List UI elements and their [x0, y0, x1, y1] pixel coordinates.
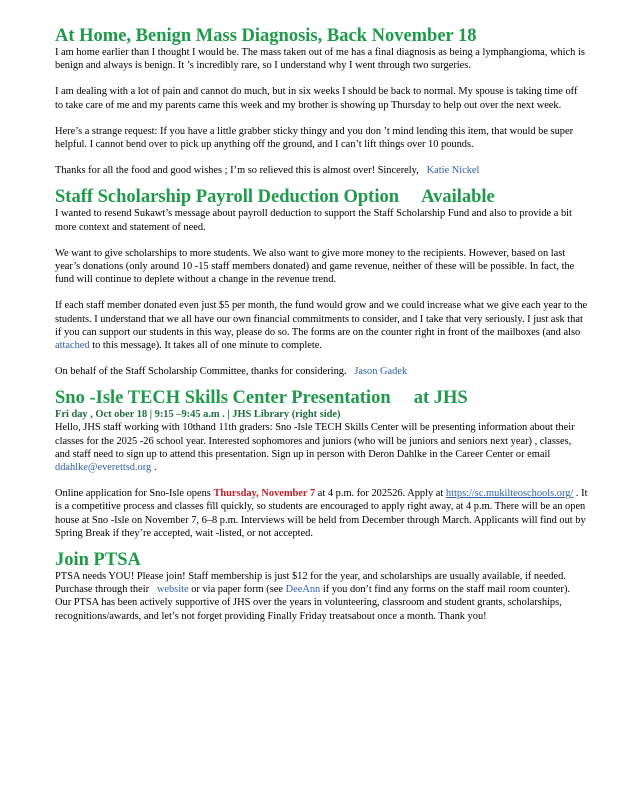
paragraph-text: PTSA needs YOU! Please join! Staff membership is just $12 for the year, and scholarships are usually available, if needed. Purchase through their: [55, 571, 566, 596]
signature-link[interactable]: Katie Nickel: [426, 165, 480, 177]
paragraph: We want to give scholarships to more students. We also want to give more money to the recipients. However, based on last year’s donations (only around 10 -15 staff members donated) and game revenue, neither of these will be possible. In fact, the fund will continue to deplete without a change in the revenue trend.: [55, 247, 575, 286]
paragraph: [55, 299, 588, 352]
paragraph-text: If each staff member donated even just $5 per month, the fund would grow and we could increase what we give each year to the students. I understand that we all have our own financial commitments to consider, and I take that very seriously. I just ask that if you can support our students in this way, please do so. The forms are on the counter right in front of the mailboxes (and also: [55, 300, 588, 338]
paragraph-text: or via paper form (see: [191, 584, 283, 596]
email-link[interactable]: ddahlke@everettsd.org: [55, 462, 152, 474]
heading-home-diagnosis: At Home, Benign Mass Diagnosis, Back November 18: [55, 26, 477, 46]
paragraph: I am home earlier than I thought I would be. The mass taken out of me has a final diagnosis as being a lymphangioma, which is benign and always is benign. It ’s incredibly rare, so I understand why I went through two surgeries.: [55, 47, 585, 72]
event-details: Fri day , Oct ober 18 | 9:15 –9:45 a.m . | JHS Library (right side): [55, 409, 341, 421]
paragraph: I wanted to resend Sukawt’s message about payroll deduction to support the Staff Scholarship Fund and also to provide a bit more context and statement of need.: [55, 208, 572, 233]
paragraph-text: if you don’t find any forms on the staff mail room counter). Our PTSA has been actively supportive of JHS over the years in volunteering, classroom and student grants, scholarships, recognitions/awards, and let’s not forget providing Finally Friday treatsabout once a month. Thank you!: [55, 584, 571, 622]
paragraph-text: to this message). It takes all of one minute to complete.: [92, 340, 322, 352]
attached-link[interactable]: attached: [55, 340, 90, 352]
signature-link[interactable]: Jason Gadek: [354, 366, 408, 378]
paragraph: [55, 570, 588, 623]
paragraph-text: .: [153, 462, 157, 474]
paragraph: [55, 487, 588, 540]
paragraph: I am dealing with a lot of pain and cannot do much, but in six weeks I should be back to normal. My spouse is taking time off to take care of me and my parents came this week and my brother is showing up Thursday to help out over the next week.: [55, 86, 578, 111]
heading-sno-isle: Sno -Isle TECH Skills Center Presentation at JHS: [55, 388, 468, 409]
paragraph-text: Hello, JHS staff working with 10thand 11th graders: Sno -Isle TECH Skills Center will be presenting information about their classes for the 2025 -26 school year. Interested sophomores and juniors (who will be juniors and seniors next year) , classes, and staff need to sign up to attend this presentation. Sign up in person with Deron Dahlke in the Career Center or email: [55, 422, 575, 460]
closing-text: On behalf of the Staff Scholarship Committee, thanks for considering.: [55, 366, 347, 378]
paragraph: Here’s a strange request: If you have a little grabber sticky thingy and you don ’t mind lending this item, that would be super helpful. I cannot bend over to pick up anything off the ground, and I can’t lift things over 10 pounds.: [55, 125, 574, 151]
closing-text: Thanks for all the food and good wishes ; I’m so relieved this is almost over! Sincerely,: [55, 165, 419, 177]
paragraph: [55, 365, 588, 378]
website-link[interactable]: website: [156, 584, 189, 596]
date-highlight: Thursday, November 7: [213, 488, 316, 500]
heading-staff-scholarship: Staff Scholarship Payroll Deduction Option Available: [55, 187, 495, 208]
paragraph: [55, 164, 588, 177]
heading-join-ptsa: Join PTSA: [55, 550, 141, 571]
paragraph: [55, 421, 588, 474]
deeann-link[interactable]: DeeAnn: [285, 584, 321, 596]
paragraph-text: . It is a competitive process and classes fill quickly, so students are encouraged to apply right away, at 4 p.m. There will be an open house at Sno -Isle on November 7, 6–8 p.m. Interviews will be held from December through March. Applicants will find out by Spring Break if they’re accepted, wait -listed, or not accepted.: [55, 488, 588, 539]
paragraph-text: at 4 p.m. for 202526. Apply at: [317, 488, 444, 500]
application-url-link[interactable]: https://sc.mukilteoschools.org/: [445, 488, 574, 500]
paragraph-text: Online application for Sno-Isle opens: [55, 488, 211, 500]
